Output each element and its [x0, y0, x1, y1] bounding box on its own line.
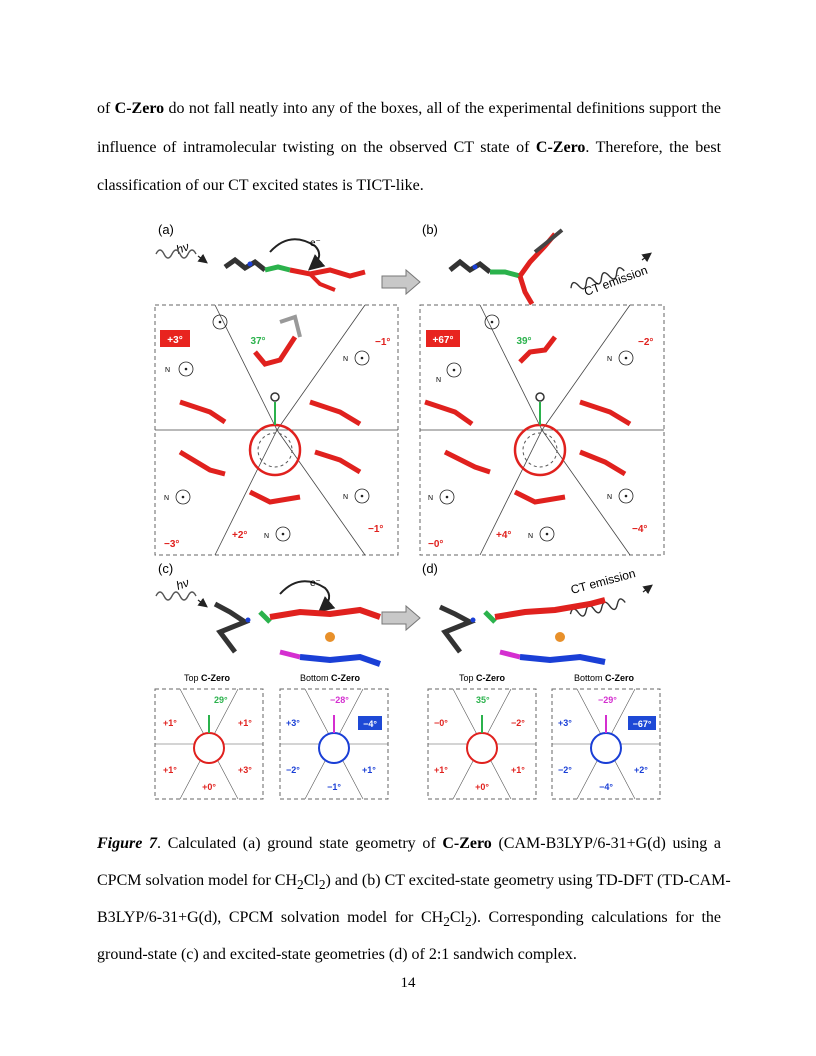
svg-text:−2°: −2°: [638, 337, 654, 348]
svg-text:−67°: −67°: [632, 719, 652, 729]
body-line-3: classification of our CT excited states is TICT-like.: [97, 177, 424, 194]
svg-text:39°: 39°: [516, 336, 532, 347]
photon-wave-c: [156, 592, 196, 600]
panel-label-a: (a): [158, 222, 174, 237]
svg-text:−1°: −1°: [368, 524, 384, 535]
svg-text:−28°: −28°: [330, 695, 349, 705]
page-number: 14: [400, 975, 416, 991]
svg-text:−1°: −1°: [327, 782, 341, 792]
bottom-czero-label-d: Bottom C-Zero: [573, 673, 635, 683]
svg-text:−4°: −4°: [632, 524, 648, 535]
svg-text:+3°: +3°: [238, 765, 252, 775]
svg-text:N: N: [607, 356, 613, 363]
photon-arrow-a: [198, 256, 206, 262]
electron-label-a: e⁻: [310, 238, 321, 249]
svg-text:+1°: +1°: [362, 765, 376, 775]
transition-arrow-bottom: [382, 606, 420, 630]
ct-emission-label-b: CT emission: [582, 262, 650, 299]
angle-box-a: [155, 305, 398, 555]
transition-arrow-top: [382, 270, 420, 294]
angle-box-c-top: [155, 689, 263, 799]
svg-text:+1°: +1°: [511, 765, 525, 775]
svg-text:+1°: +1°: [163, 718, 177, 728]
svg-text:+3°: +3°: [167, 335, 183, 346]
svg-text:29°: 29°: [214, 695, 228, 705]
svg-text:+3°: +3°: [286, 718, 300, 728]
svg-text:N: N: [164, 495, 170, 502]
sandwich-complex-c: [215, 604, 380, 664]
svg-text:N: N: [528, 533, 534, 540]
caption-line-1: Figure 7. Calculated (a) ground state geometry of C-Zero (CAM-B3LYP/6-31+G(d) using a: [97, 835, 722, 852]
angle-box-d-top: [428, 689, 536, 799]
top-czero-label-d: Top C-Zero: [458, 673, 506, 683]
panel-label-b: (b): [422, 222, 438, 237]
svg-text:N: N: [165, 367, 171, 374]
caption-line-3: B3LYP/6-31+G(d), CPCM solvation model for $CH_2Cl_2$). Corresponding calculations for the: [97, 909, 722, 930]
svg-text:N: N: [428, 495, 434, 502]
svg-text:+1°: +1°: [434, 765, 448, 775]
caption-line-4: ground-state (c) and excited-state geometries (d) of 2:1 sandwich complex.: [97, 946, 577, 963]
ct-emission-label-d: CT emission: [569, 566, 637, 597]
emission-arrow-b: [642, 254, 650, 260]
molecule-b: [450, 230, 562, 304]
svg-text:N: N: [607, 494, 613, 501]
svg-text:+4°: +4°: [496, 530, 512, 541]
svg-text:−1°: −1°: [375, 337, 391, 348]
svg-text:+0°: +0°: [202, 782, 216, 792]
angle-box-c-bottom: [280, 689, 388, 799]
svg-text:+2°: +2°: [232, 530, 248, 541]
panel-label-c: (c): [158, 561, 174, 576]
svg-text:+3°: +3°: [558, 718, 572, 728]
svg-text:−2°: −2°: [511, 718, 525, 728]
caption-line-2: CPCM solvation model for $CH_2Cl_2$) and (b) CT excited-state geometry using TD-DFT (TD-CAM-: [97, 872, 731, 893]
svg-text:+67°: +67°: [432, 335, 454, 346]
electron-label-c: e⁻: [310, 578, 321, 589]
svg-text:N: N: [343, 494, 349, 501]
svg-text:N: N: [436, 377, 442, 384]
hv-label-c: hν: [174, 575, 191, 593]
svg-text:−0°: −0°: [428, 539, 444, 550]
hv-label-a: hν: [174, 239, 191, 257]
bottom-czero-label-c: Bottom C-Zero: [299, 673, 361, 683]
svg-text:−29°: −29°: [598, 695, 617, 705]
svg-text:N: N: [264, 533, 270, 540]
top-czero-label-c: Top C-Zero: [183, 673, 231, 683]
svg-text:−2°: −2°: [558, 765, 572, 775]
svg-text:−4°: −4°: [599, 782, 613, 792]
svg-text:−4°: −4°: [363, 719, 377, 729]
body-line-2: influence of intramolecular twisting on the observed CT state of C-Zero. Therefore, the best: [97, 138, 722, 156]
svg-text:+2°: +2°: [634, 765, 648, 775]
svg-text:+1°: +1°: [163, 765, 177, 775]
sandwich-complex-d: [440, 600, 605, 662]
svg-text:37°: 37°: [250, 336, 266, 347]
ct-arrow-c: [280, 581, 329, 610]
angle-box-b: [420, 305, 664, 555]
body-line-1: of C-Zero do not fall neatly into any of the boxes, all of the experimental definitions support the: [97, 100, 722, 117]
figure-caption: [97, 825, 731, 973]
body-paragraph: [97, 90, 721, 206]
svg-text:35°: 35°: [476, 695, 490, 705]
angle-box-d-bottom: [552, 689, 660, 799]
svg-text:+0°: +0°: [475, 782, 489, 792]
panel-label-d: (d): [422, 561, 438, 576]
svg-text:−2°: −2°: [286, 765, 300, 775]
svg-text:+1°: +1°: [238, 718, 252, 728]
svg-text:N: N: [343, 356, 349, 363]
figure-graphic: [150, 212, 670, 812]
svg-text:−3°: −3°: [164, 539, 180, 550]
molecule-a: [225, 260, 365, 290]
figure-7: [150, 212, 670, 812]
svg-text:−0°: −0°: [434, 718, 448, 728]
